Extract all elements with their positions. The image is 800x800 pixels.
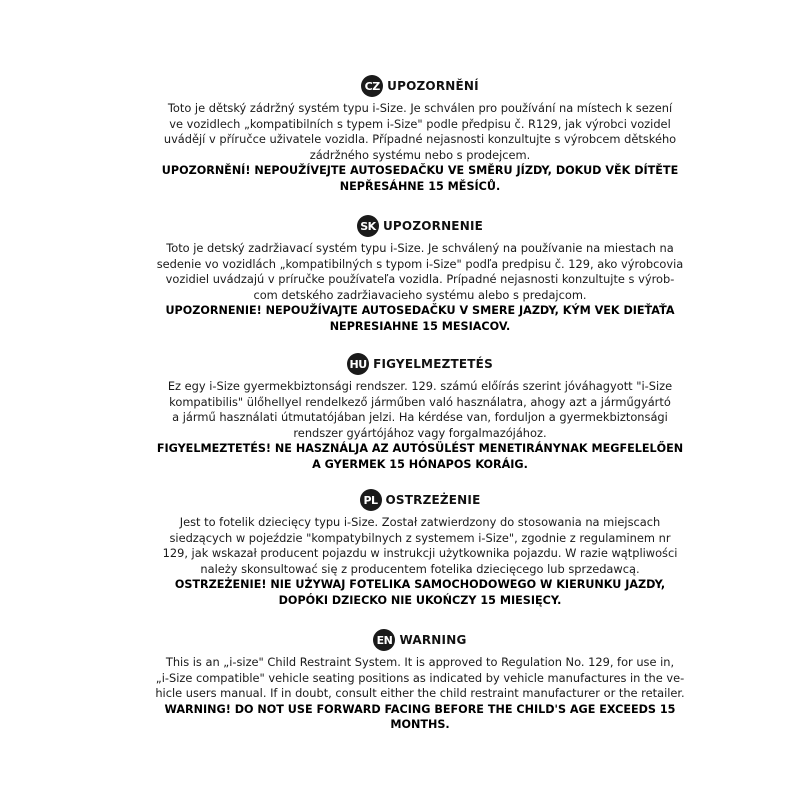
language-badge-sk: SK bbox=[357, 215, 379, 237]
warning-line: NEPŘESÁHNE 15 MĚSÍCŮ. bbox=[339, 179, 501, 193]
section-title: UPOZORNĚNÍ bbox=[387, 79, 479, 93]
warning-line: OSTRZEŻENIE! NIE UŻYWAJ FOTELIKA SAMOCHODOWEGO W KIERUNKU JAZDY, bbox=[174, 578, 666, 591]
warning-line: A GYERMEK 15 HÓNAPOS KORÁIG. bbox=[312, 457, 528, 471]
body-line: siedzących w pojeździe "kompatybilnych z systemem i-Size", zgodnie z regulaminem nr bbox=[169, 530, 671, 545]
warning-line: DOPÓKI DZIECKO NIE UKOŃCZY 15 MIESIĘCY. bbox=[278, 593, 562, 607]
section-heading bbox=[100, 628, 740, 652]
body-line: sedenie vo vozidlách „kompatibilných s typom i-Size" podľa predpisu č. 129, ako výrobcovia bbox=[156, 256, 684, 271]
warning-line: FIGYELMEZTETÉS! NE HASZNÁLJA AZ AUTÓSÜLÉST MENETIRÁNYNAK MEGFELELŐEN bbox=[156, 442, 684, 455]
section-sk bbox=[100, 214, 740, 334]
section-heading bbox=[100, 352, 740, 376]
language-badge-en: EN bbox=[373, 629, 395, 651]
body-line: Jest to fotelik dziecięcy typu i-Size. Został zatwierdzony do stosowania na miejscach bbox=[179, 515, 661, 529]
warning-line: UPOZORNĚNÍ! NEPOUŽÍVEJTE AUTOSEDAČKU VE SMĚRU JÍZDY, DOKUD VĚK DÍTĚTE bbox=[161, 164, 679, 177]
section-cz bbox=[100, 74, 740, 194]
body-line: Ez egy i-Size gyermekbiztonsági rendszer. 129. számú előírás szerint jóváhagyott "i-Size bbox=[167, 379, 673, 393]
language-badge-hu: HU bbox=[347, 353, 369, 375]
body-line: należy skonsultować się z producentem fotelika dziecięcego lub sprzedawcą. bbox=[200, 561, 640, 576]
body-line: Toto je detský zadržiavací systém typu i-Size. Je schválený na používanie na miestach na bbox=[166, 241, 674, 255]
body-line: a jármű használati útmutatójában jelzi. Ha kérdése van, forduljon a gyermekbiztonsági bbox=[172, 410, 668, 424]
warnings-page bbox=[100, 74, 740, 753]
body-line: This is an „i-size" Child Restraint System. It is approved to Regulation No. 129, for use in, bbox=[165, 655, 675, 669]
body-line: com detského zadržiavacieho systému alebo s predajcom. bbox=[253, 287, 587, 302]
warning-line: NEPRESIAHNE 15 MESIACOV. bbox=[329, 319, 511, 333]
section-title: UPOZORNENIE bbox=[382, 219, 484, 233]
body-line: rendszer gyártójához vagy forgalmazójához. bbox=[293, 425, 547, 440]
body-line: hicle users manual. If in doubt, consult either the child restraint manufacturer or the retailer. bbox=[155, 686, 685, 700]
body-line: „i-Size compatible" vehicle seating positions as indicated by vehicle manufactures in the ve- bbox=[155, 670, 685, 685]
section-hu bbox=[100, 352, 740, 472]
section-heading bbox=[100, 74, 740, 98]
section-heading bbox=[100, 214, 740, 238]
warning-line: WARNING! DO NOT USE FORWARD FACING BEFORE THE CHILD'S AGE EXCEEDS 15 bbox=[164, 702, 676, 716]
body-line: uvádějí v příručce uživatele vozidla. Případné nejasnosti konzultujte s výrobcem dětského bbox=[163, 132, 677, 146]
section-en bbox=[100, 628, 740, 733]
section-title: WARNING bbox=[399, 633, 467, 647]
section-heading bbox=[100, 488, 740, 512]
language-badge-pl: PL bbox=[360, 489, 382, 511]
body-line: Toto je dětský zádržný systém typu i-Size. Je schválen pro používání na místech k sezení bbox=[167, 101, 673, 115]
section-title: OSTRZEŻENIE bbox=[385, 493, 481, 507]
body-line: 129, jak wskazał producent pojazdu w instrukcji użytkownika pojazdu. W razie wątpliwości bbox=[162, 546, 678, 560]
body-line: ve vozidlech „kompatibilních s typem i-Size" podle předpisu č. R129, jak výrobci vozidel bbox=[169, 116, 671, 131]
warning-line: MONTHS. bbox=[390, 718, 450, 731]
body-line: vozidiel uvádzajú v príručke používateľa vozidla. Prípadné nejasnosti konzultujte s výrob- bbox=[165, 272, 675, 286]
section-title: FIGYELMEZTETÉS bbox=[373, 357, 493, 371]
language-badge-cz: CZ bbox=[361, 75, 383, 97]
body-line: zádržného systému nebo s prodejcem. bbox=[309, 147, 531, 162]
body-line: kompatibilis" ülőhellyel rendelkező járműben való használatra, ahogy azt a járműgyártó bbox=[169, 394, 671, 409]
warning-line: UPOZORNENIE! NEPOUŽÍVAJTE AUTOSEDAČKU V SMERE JAZDY, KÝM VEK DIEŤAŤA bbox=[165, 304, 675, 317]
section-pl bbox=[100, 488, 740, 608]
